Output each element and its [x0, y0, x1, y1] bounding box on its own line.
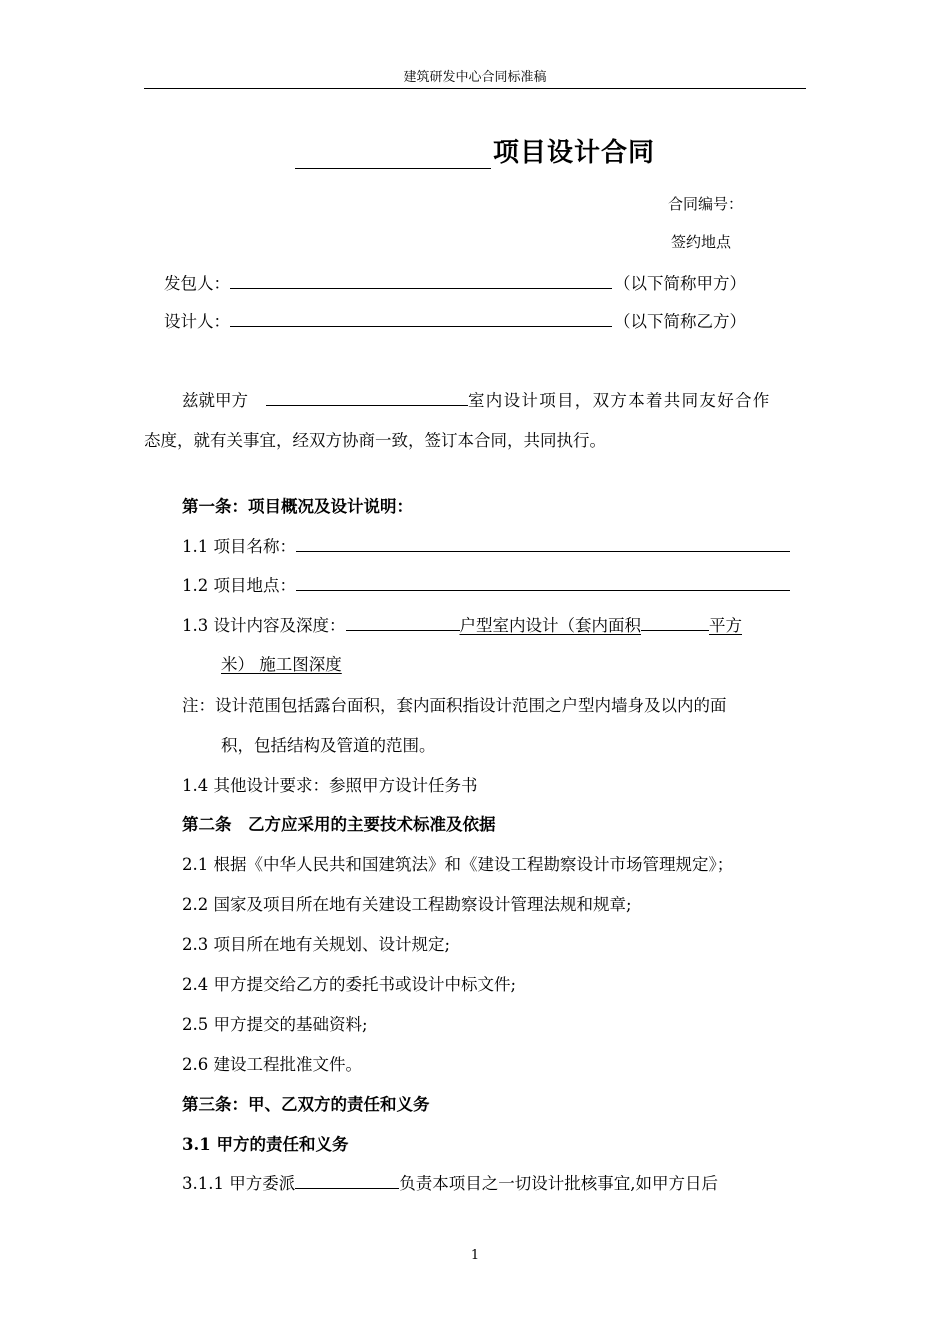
- item-1-1: [182, 533, 790, 557]
- item-2-2: 2.2 国家及项目所在地有关建设工程勘察设计管理法规和规章;: [182, 895, 632, 914]
- item-1-1-blank: [296, 533, 790, 552]
- contract-number-label: 合同编号：: [668, 195, 744, 213]
- intro-suffix: 室内设计项目，双方本着共同友好合作: [468, 391, 771, 410]
- item-1-3-blank-1: [346, 612, 460, 631]
- title-text: 项目设计合同: [492, 138, 655, 168]
- intro-blank: [266, 387, 468, 406]
- section1-heading: 第一条：项目概况及设计说明：: [182, 497, 413, 516]
- item-2-3: 2.3 项目所在地有关规划、设计规定;: [182, 935, 451, 954]
- item-3-1-1-blank: [295, 1170, 399, 1189]
- note-line-1: 注：设计范围包括露台面积，套内面积指设计范围之户型内墙身及以内的面: [182, 696, 727, 715]
- item-3-1-1: [182, 1170, 718, 1194]
- page-header: 建筑研发中心合同标准稿: [403, 70, 547, 85]
- designer-line: [164, 308, 746, 332]
- item-1-2-blank: [296, 572, 790, 591]
- item-2-1: 2.1 根据《中华人民共和国建筑法》和《建设工程勘察设计市场管理规定》；: [182, 855, 734, 874]
- item-1-3-label: 1.3 设计内容及深度：: [182, 616, 346, 635]
- item-1-3: [182, 612, 742, 636]
- section2-heading: 第二条 乙方应采用的主要技术标准及依据: [182, 815, 496, 834]
- item-1-1-label: 1.1 项目名称：: [182, 537, 296, 556]
- item-2-4: 2.4 甲方提交给乙方的委托书或设计中标文件;: [182, 975, 517, 994]
- note-line-2: 积，包括结构及管道的范围。: [221, 736, 436, 755]
- section3-subheading: 3.1 甲方的责任和义务: [182, 1135, 349, 1154]
- sign-place-label: 签约地点: [671, 233, 732, 251]
- client-label: 发包人：: [164, 274, 230, 293]
- intro-line-1: [182, 387, 771, 411]
- item-3-1-1-prefix: 3.1.1 甲方委派: [182, 1174, 296, 1193]
- designer-label: 设计人：: [164, 312, 230, 331]
- item-1-3-mid: 户型室内设计（套内面积: [459, 616, 641, 635]
- client-line: [164, 270, 746, 294]
- intro-line-2: 态度，就有关事宜，经双方协商一致，签订本合同，共同执行。: [144, 431, 606, 450]
- section3-heading: 第三条：甲、乙双方的责任和义务: [182, 1095, 430, 1114]
- page-title: [144, 132, 806, 169]
- item-3-1-1-suffix: 负责本项目之一切设计批核事宜,如甲方日后: [399, 1174, 718, 1193]
- page-number: 1: [470, 1248, 480, 1263]
- designer-blank: [230, 308, 612, 327]
- item-2-5: 2.5 甲方提交的基础资料;: [182, 1015, 368, 1034]
- client-suffix: （以下简称甲方）: [614, 274, 746, 293]
- item-2-6: 2.6 建设工程批准文件。: [182, 1055, 362, 1074]
- item-1-4: 1.4 其他设计要求：参照甲方设计任务书: [182, 776, 478, 795]
- item-1-2-label: 1.2 项目地点：: [182, 576, 296, 595]
- item-1-3-end: 平方: [709, 616, 742, 635]
- title-blank: [295, 138, 491, 169]
- intro-prefix: 兹就甲方: [182, 391, 248, 410]
- item-1-2: [182, 572, 790, 596]
- item-1-3-line-2: 米） 施工图深度: [221, 655, 342, 674]
- designer-suffix: （以下简称乙方）: [614, 312, 746, 331]
- header-rule: [144, 88, 806, 89]
- client-blank: [230, 270, 612, 289]
- item-1-3-blank-2: [641, 612, 709, 631]
